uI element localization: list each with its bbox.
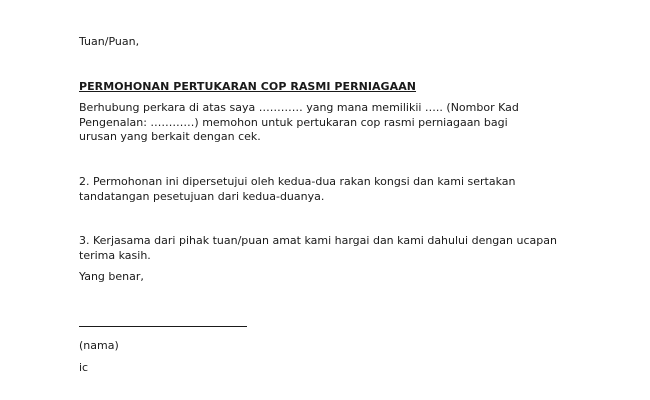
top-cut-line	[79, 0, 97, 2]
name-placeholder: (nama)	[79, 339, 119, 352]
paragraph-2: 2. Permohonan ini dipersetujui oleh kedua-dua rakan kongsi dan kami sertakan tandatangan pesetujuan dari kedua-duanya.	[79, 175, 516, 203]
letter-subject: PERMOHONAN PERTUKARAN COP RASMI PERNIAGAAN	[79, 80, 417, 93]
ic-label: ic	[79, 361, 89, 374]
salutation: Tuan/Puan,	[79, 35, 140, 48]
closing: Yang benar,	[79, 270, 144, 283]
signature-line	[79, 326, 247, 327]
paragraph-3: 3. Kerjasama dari pihak tuan/puan amat kami hargai dan kami dahului dengan ucapan terima kasih.	[79, 234, 557, 262]
paragraph-1: Berhubung perkara di atas saya ………… yang mana memilikii ….. (Nombor Kad Pengenalan: …………) memohon untuk pertukaran cop rasmi perniagaan bagi urusan yang berkait dengan cek.	[79, 101, 519, 143]
